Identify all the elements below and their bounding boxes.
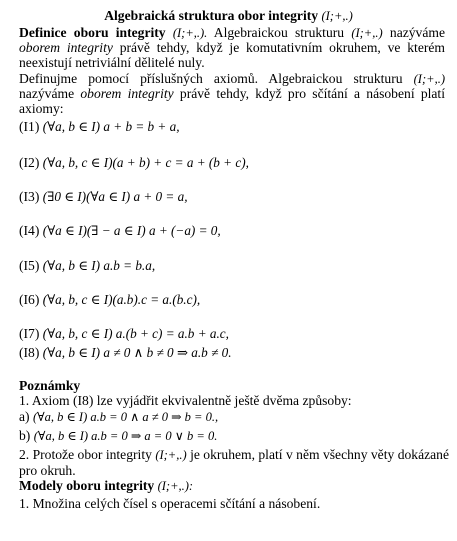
models-heading-math: (I;+,.): xyxy=(157,479,194,493)
axiom-i1 xyxy=(19,119,180,134)
axiom-formula: (∀a, b, c ∈ I)(a + b) + c = a + (b + c), xyxy=(42,155,249,170)
axiom-formula: (∀a, b ∈ I) a + b = b + a, xyxy=(42,119,180,134)
title-text: Algebraická struktura obor integrity xyxy=(104,8,319,23)
note-2-text-2: je okruhem, platí v něm všechny věty dokázané xyxy=(190,447,450,462)
axiom-formula: (∀a, b, c ∈ I) a.(b + c) = a.b + a.c, xyxy=(42,326,229,341)
notes-heading: Poznámky xyxy=(19,378,81,393)
axiom-label: (I7) xyxy=(19,326,40,341)
axiom-label: (I5) xyxy=(19,258,40,273)
models-heading xyxy=(19,478,193,494)
axiom-i7 xyxy=(19,326,229,341)
intro-line-1 xyxy=(19,71,445,87)
axiom-label: (I1) xyxy=(19,119,40,134)
note-1b-label: b) xyxy=(19,428,31,443)
note-2-math: (I;+,.) xyxy=(155,448,187,462)
title-math: (I;+,.) xyxy=(321,9,353,23)
definition-math-2: (I;+,.) xyxy=(351,26,383,40)
axiom-i2 xyxy=(19,155,249,170)
page-title xyxy=(0,8,457,24)
axiom-formula: (∃0 ∈ I)(∀a ∈ I) a + 0 = a, xyxy=(42,189,188,204)
note-1a-label: a) xyxy=(19,409,30,424)
axiom-label: (I2) xyxy=(19,155,40,170)
note-2-text-1: 2. Protože obor integrity xyxy=(19,447,152,462)
models-item-1: 1. Množina celých čísel s operacemi sčítání a násobení. xyxy=(19,496,321,511)
note-1b xyxy=(19,428,217,444)
axiom-i8 xyxy=(19,345,232,360)
axiom-label: (I4) xyxy=(19,223,40,238)
intro-text-1: Definujme pomocí příslušných axiomů. Algebraickou strukturu xyxy=(19,71,403,86)
intro-math: (I;+,.) xyxy=(413,72,445,86)
definition-text-1: Algebraickou strukturu xyxy=(213,25,345,40)
axiom-label: (I3) xyxy=(19,189,40,204)
axiom-i6 xyxy=(19,292,200,307)
note-2-line-1 xyxy=(19,447,450,463)
axiom-formula: (∀a, b, c ∈ I)(a.b).c = a.(b.c), xyxy=(42,292,201,307)
axiom-i3 xyxy=(19,189,188,204)
axiom-formula: (∀a ∈ I)(∃ − a ∈ I) a + (−a) = 0, xyxy=(42,223,221,238)
definition-line-1 xyxy=(19,25,445,41)
definition-lead: Definice oboru integrity xyxy=(19,25,166,40)
axiom-formula: (∀a, b ∈ I) a ≠ 0 ∧ b ≠ 0 ⇒ a.b ≠ 0. xyxy=(42,345,232,360)
models-heading-text: Modely oboru integrity xyxy=(19,478,155,493)
axiom-label: (I8) xyxy=(19,345,40,360)
intro-line-2 xyxy=(19,86,445,101)
note-1b-formula: (∀a, b ∈ I) a.b = 0 ⇒ a = 0 ∨ b = 0. xyxy=(33,429,218,443)
axiom-formula: (∀a, b ∈ I) a.b = b.a, xyxy=(42,258,156,273)
definition-math-1: (I;+,.). xyxy=(172,26,208,40)
axiom-label: (I6) xyxy=(19,292,40,307)
axiom-i5 xyxy=(19,258,155,273)
intro-line-3: axiomy: xyxy=(19,101,64,116)
axiom-i4 xyxy=(19,223,221,238)
definition-text-2: nazýváme xyxy=(389,25,445,40)
note-2-line-2: pro okruh. xyxy=(19,463,76,478)
definition-line-3: neexistují netriviální dělitelé nuly. xyxy=(19,55,205,70)
definition-text-3: právě tehdy, když je komutativním okruhem, ve kterém xyxy=(119,40,446,55)
intro-text-2: nazýváme xyxy=(19,86,75,101)
definition-term: oborem integrity xyxy=(19,40,113,55)
note-1a-formula: (∀a, b ∈ I) a.b = 0 ∧ a ≠ 0 ⇒ b = 0., xyxy=(32,410,219,424)
definition-line-2 xyxy=(19,40,445,55)
note-1a xyxy=(19,409,218,425)
intro-term: oborem integrity xyxy=(80,86,174,101)
intro-text-3: právě tehdy, když pro sčítání a násobení platí xyxy=(179,86,445,101)
note-1: 1. Axiom (I8) lze vyjádřit ekvivalentně ještě dvěma způsoby: xyxy=(19,393,352,408)
